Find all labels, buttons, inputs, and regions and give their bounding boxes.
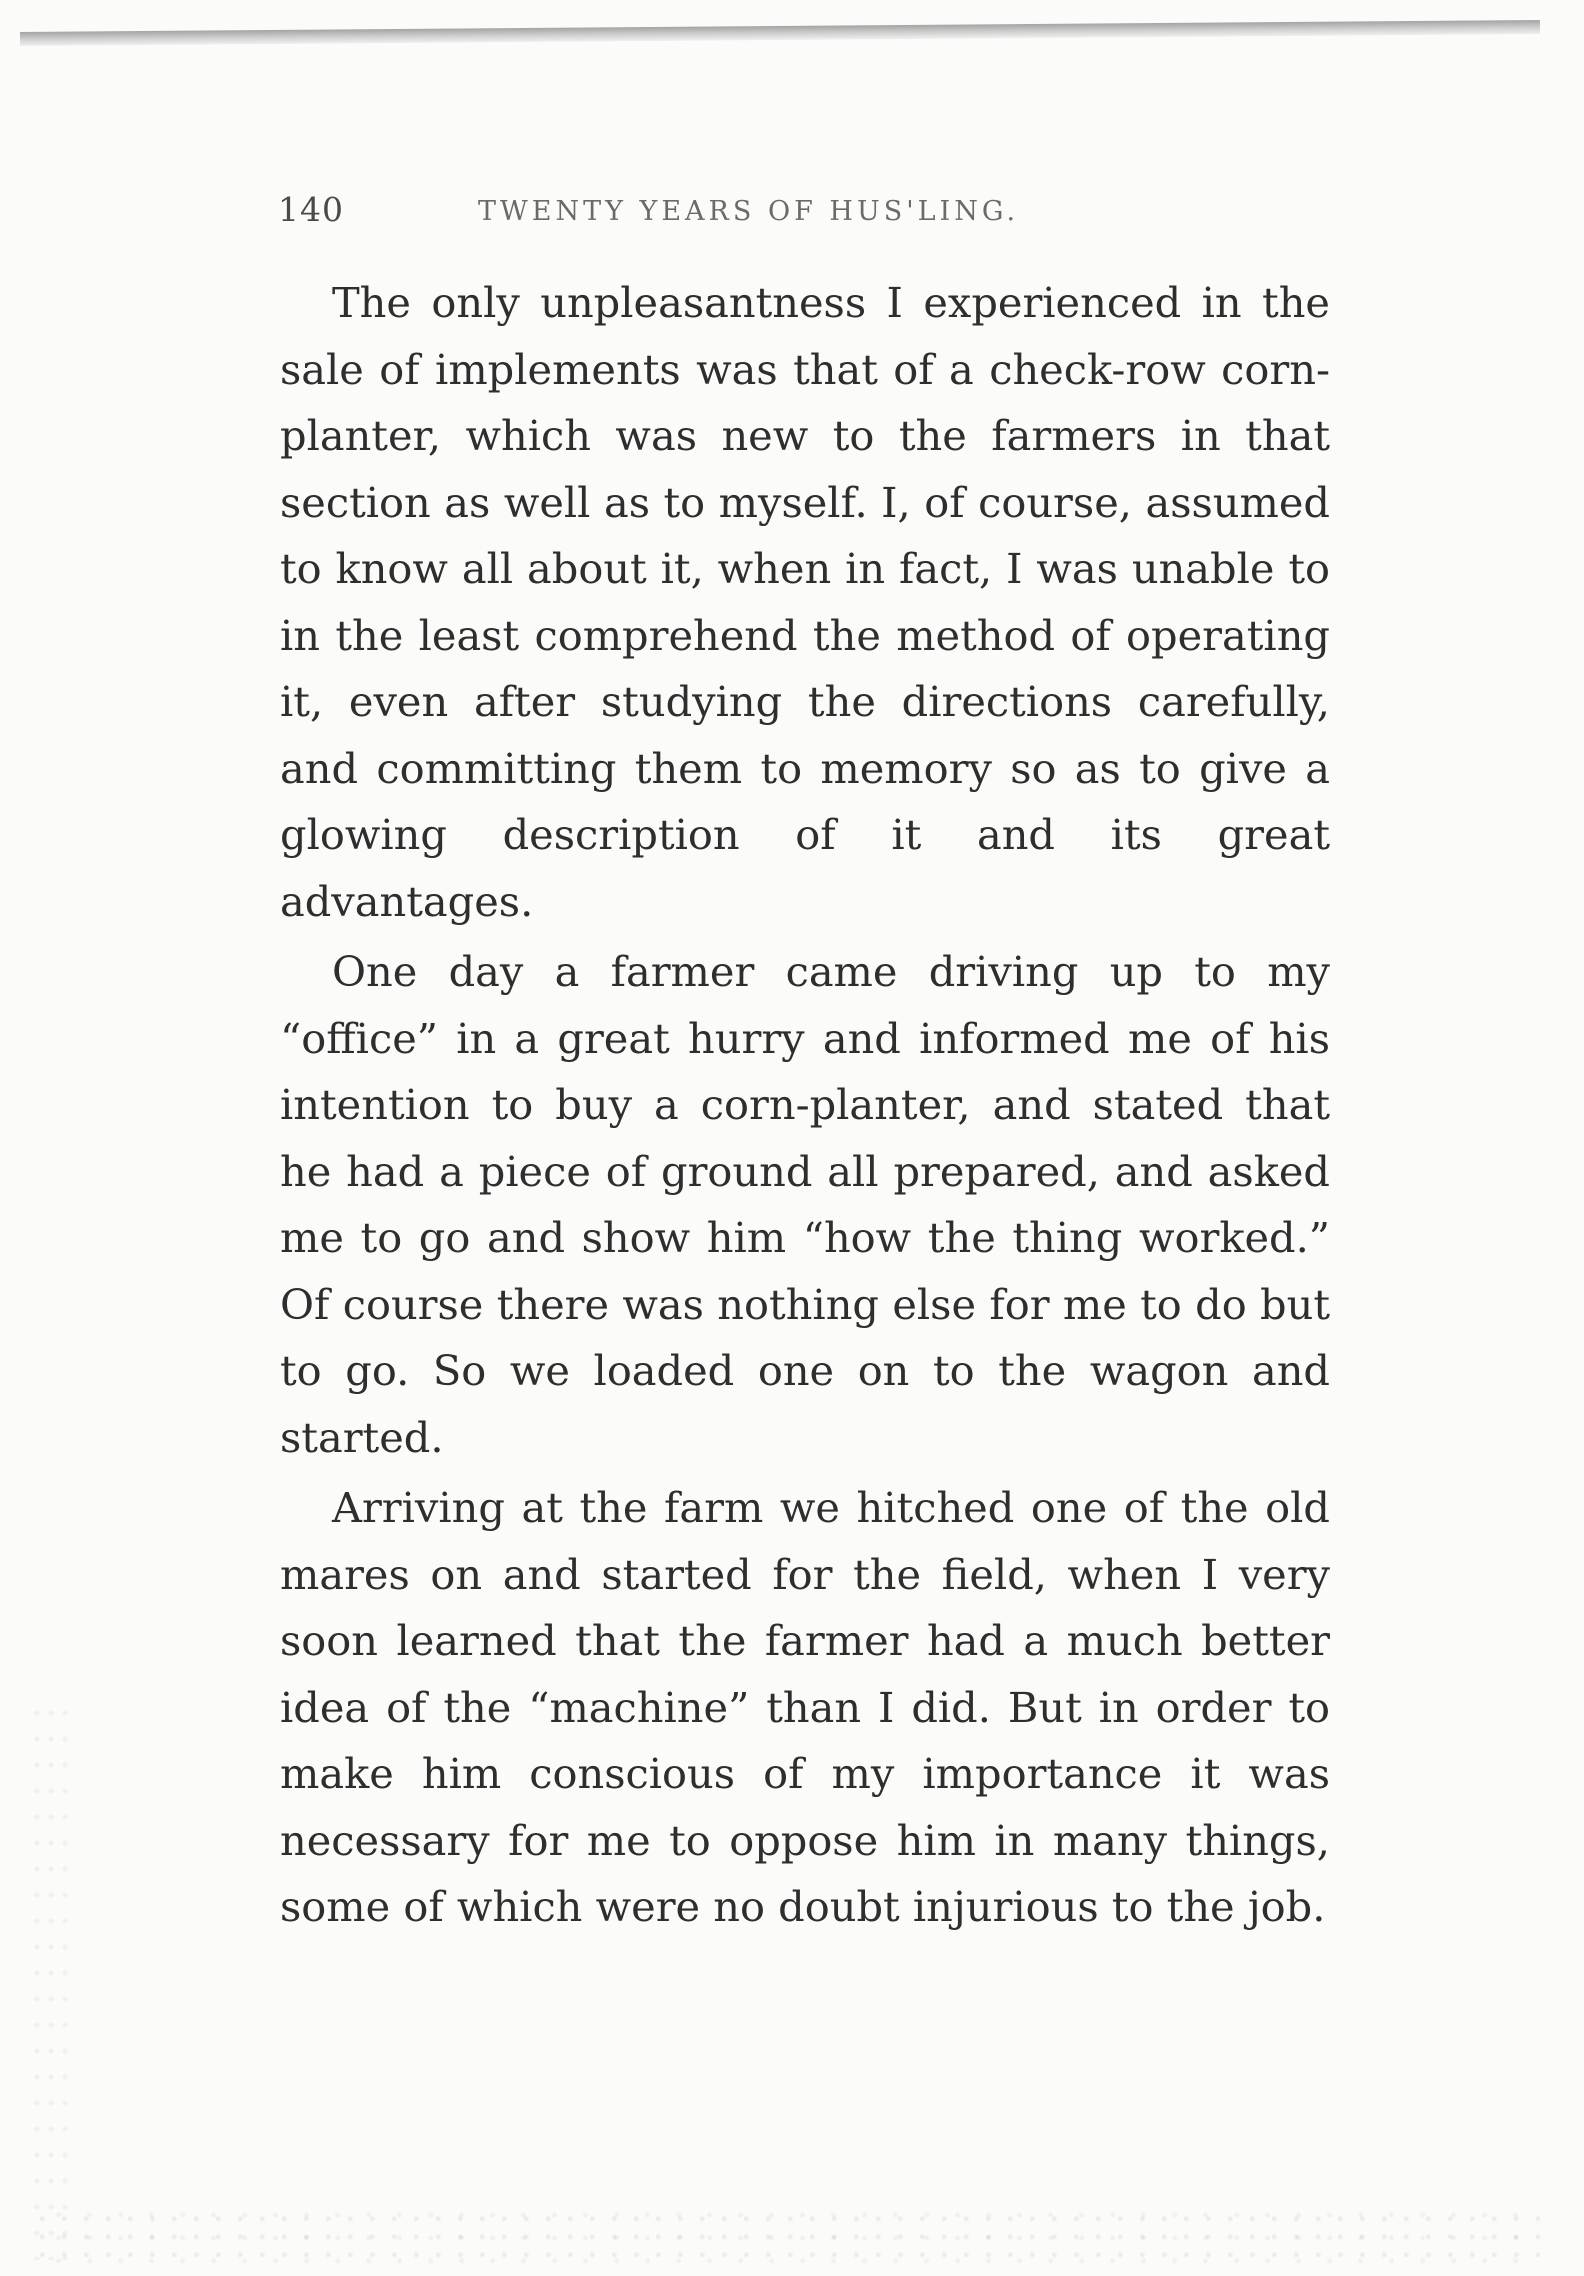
page-number: 140 xyxy=(278,190,344,229)
running-title: TWENTY YEARS OF HUS'LING. xyxy=(478,196,1020,227)
scan-speckle-bottom xyxy=(40,2208,1540,2268)
page-header xyxy=(278,190,1338,250)
page-top-scan-edge xyxy=(20,20,1540,46)
scan-speckle-left xyxy=(30,1700,70,2260)
paragraph-2: One day a farmer came driving up to my “office” in a great hurry and informed me of his intention to buy a corn-planter, and stated that he had a piece of ground all prepared, and asked me to go and show him “how the thing worked.” Of course there was nothing else for me to do but to go. So we loaded one on to the wagon and started. xyxy=(280,947,1330,1462)
body-text xyxy=(280,270,1330,1945)
paragraph-1: The only unpleasantness I experienced in the sale of implements was that of a check-row corn-planter, which was new to the farmers in that section as well as to myself. I, of course, assumed to know all about it, when in fact, I was unable to in the least comprehend the method of operating it, even after studying the directions carefully, and committing them to memory so as to give a glowing description of it and its great advantages. xyxy=(280,278,1330,926)
paragraph-3: Arriving at the farm we hitched one of the old mares on and started for the field, when I very soon learned that the farmer had a much better idea of the “machine” than I did. But in order to make him conscious of my importance it was necessary for me to oppose him in many things, some of which were no doubt injurious to the job. xyxy=(280,1483,1330,1931)
